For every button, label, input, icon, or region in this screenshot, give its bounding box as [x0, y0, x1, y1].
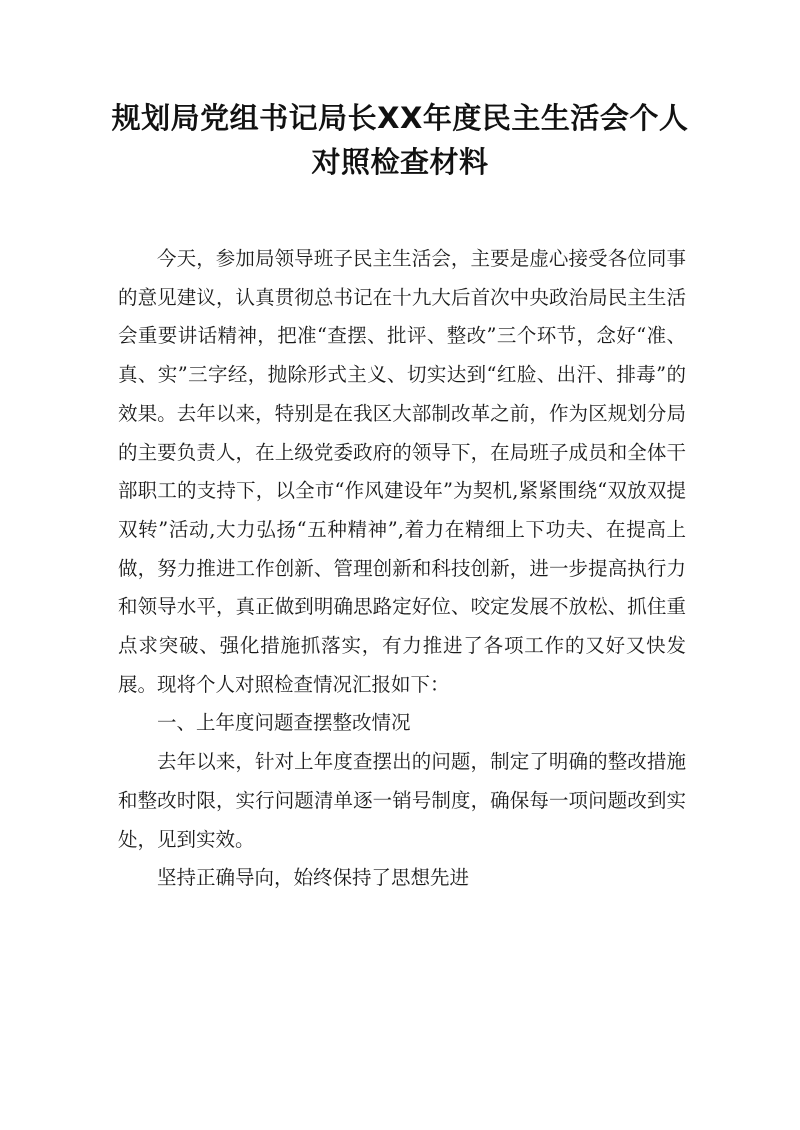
- section-heading: 一、上年度问题查摆整改情况: [157, 711, 411, 735]
- document-body: [118, 240, 686, 898]
- document-title: 规划局党组书记局长XX年度民主生活会个人对照检查材料: [111, 101, 689, 179]
- section-paragraph: 坚持正确导向，始终保持了思想先进: [157, 866, 470, 890]
- intro-paragraph: 今天，参加局领导班子民主生活会，主要是虚心接受各位同事的意见建议，认真贯彻总书记在十九大后首次中央政治局民主生活会重要讲话精神，把准“查摆、批评、整改”三个环节，念好“准、真、实”三字经，抛除形式主义、切实达到“红脸、出汗、排毒”的效果。去年以来，特别是在我区大部制改革之前，作为区规划分局的主要负责人，在上级党委政府的领导下，在局班子成员和全体干部职工的支持下，以全市“作风建设年”为契机,紧紧围绕“双放双提双转”活动,大力弘扬“五种精神”,着力在精细上下功夫、在提高上做，努力推进工作创新、管理创新和科技创新，进一步提高执行力和领导水平，真正做到明确思路定好位、咬定发展不放松、抓住重点求突破、强化措施抓落实，有力推进了各项工作的又好又快发展。现将个人对照检查情况汇报如下：: [118, 247, 686, 696]
- section-paragraph: 去年以来，针对上年度查摆出的问题，制定了明确的整改措施和整改时限，实行问题清单逐一销号制度，确保每一项问题改到实处，见到实效。: [118, 750, 686, 851]
